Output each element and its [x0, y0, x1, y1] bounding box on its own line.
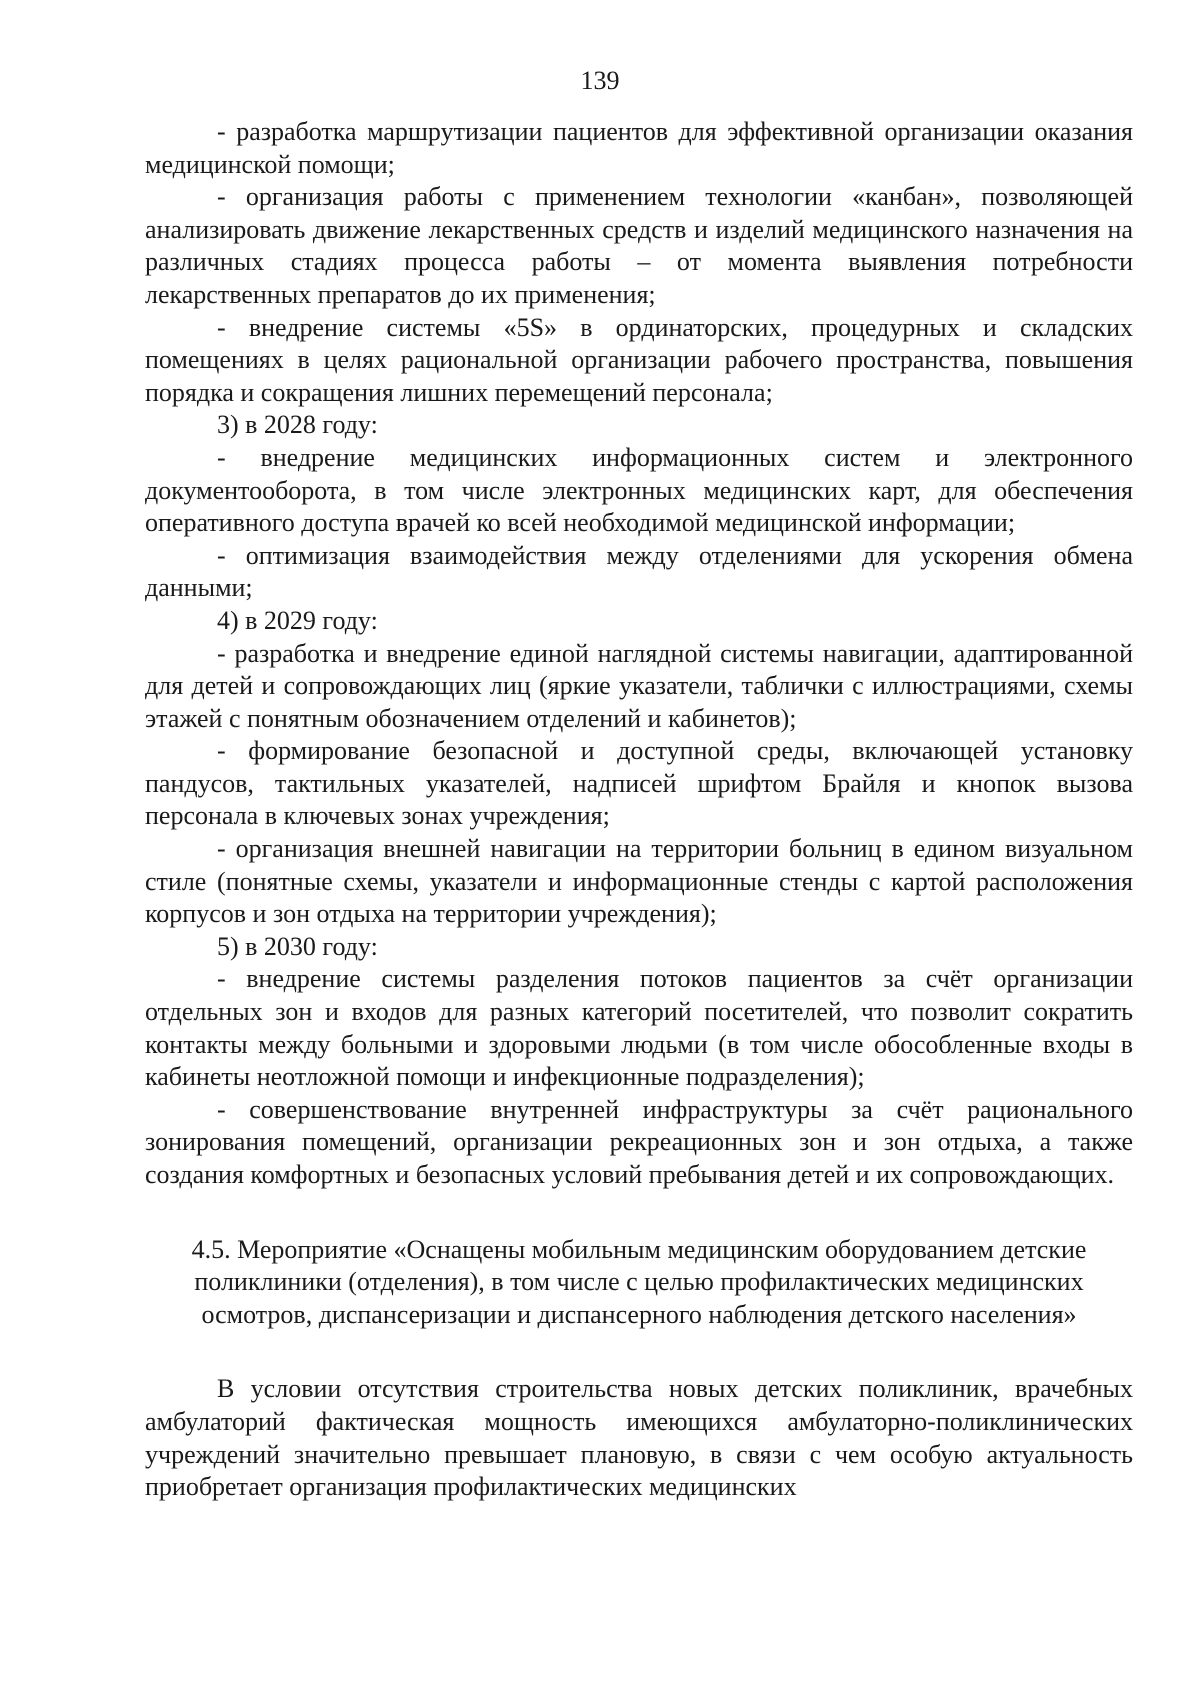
paragraph: - формирование безопасной и доступной среды, включающей установку пандусов, тактильных указателей, надписей шрифтом Брайля и кнопок вызова персонала в ключевых зонах учреждения;	[145, 736, 1133, 831]
paragraph: - оптимизация взаимодействия между отделениями для ускорения обмена данными;	[145, 540, 1133, 603]
section-heading: 4.5. Мероприятие «Оснащены мобильным медицинским оборудованием детские поликлиники (отделения), в том числе с целью профилактических медицинских осмотров, диспансеризации и диспансерного наблюдения детского населения»	[191, 1234, 1087, 1329]
paragraph: - внедрение системы «5S» в ординаторских, процедурных и складских помещениях в целях рациональной организации рабочего пространства, повышения порядка и сокращения лишних перемещений персонала;	[145, 312, 1133, 407]
paragraph: - разработка маршрутизации пациентов для эффективной организации оказания медицинской помощи;	[145, 117, 1133, 179]
paragraph: В условии отсутствия строительства новых детских поликлиник, врачебных амбулаторий фактическая мощность имеющихся амбулаторно-поликлинических учреждений значительно превышает плановую, в связи с чем особую актуальность приобретает организация профилактических медицинских	[145, 1374, 1133, 1502]
paragraph: - организация работы с применением технологии «канбан», позволяющей анализировать движение лекарственных средств и изделий медицинского назначения на различных стадиях процесса работы – от момента выявления потребности лекарственных препаратов до их применения;	[145, 182, 1133, 309]
year-subheading: 4) в 2029 году:	[217, 605, 378, 635]
list-section	[145, 116, 1133, 1192]
paragraph: - внедрение системы разделения потоков пациентов за счёт организации отдельных зон и входов для разных категорий посетителей, что позволит сократить контакты между больными и здоровыми людьми (в том числе обособленные входы в кабинеты неотложной помощи и инфекционные подразделения);	[145, 964, 1133, 1092]
spacer	[145, 1331, 1133, 1373]
year-subheading: 5) в 2030 году:	[217, 931, 378, 961]
paragraph: - совершенствование внутренней инфраструктуры за счёт рационального зонирования помещений, организации рекреационных зон и зон отдыха, а также создания комфортных и безопасных условий пребывания детей и их сопровождающих.	[145, 1094, 1133, 1189]
paragraph: - внедрение медицинских информационных систем и электронного документооборота, в том числе электронных медицинских карт, для обеспечения оперативного доступа врачей ко всей необходимой медицинской информации;	[145, 442, 1133, 538]
closing-section	[145, 1373, 1133, 1503]
paragraph: - разработка и внедрение единой наглядной системы навигации, адаптированной для детей и сопровождающих лиц (яркие указатели, таблички с иллюстрациями, схемы этажей с понятным обозначением отделений и кабинетов);	[145, 638, 1133, 733]
document-body	[145, 116, 1133, 1504]
paragraph: - организация внешней навигации на территории больниц в едином визуальном стиле (понятные схемы, указатели и информационные стенды с картой расположения корпусов и зон отдыха на территории учреждения);	[145, 834, 1133, 929]
page-number: 139	[580, 66, 620, 95]
year-subheading: 3) в 2028 году:	[217, 410, 378, 440]
